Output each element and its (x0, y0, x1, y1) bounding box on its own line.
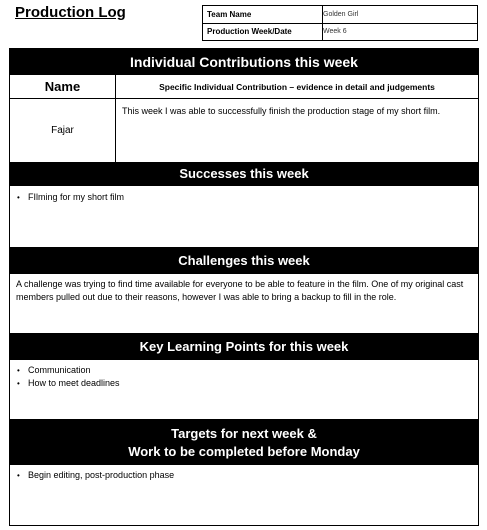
week-value[interactable]: Week 6 (323, 28, 347, 35)
member-name[interactable]: Fajar (10, 99, 116, 185)
successes-section[interactable] (10, 186, 478, 248)
targets-section[interactable] (10, 465, 478, 525)
successes-list (10, 191, 478, 204)
team-name-label: Team Name (203, 6, 323, 23)
challenges-section[interactable] (10, 274, 478, 334)
contributions-heading: Individual Contributions this week (10, 49, 478, 75)
page-title: Production Log (15, 4, 126, 21)
challenges-text: A challenge was trying to find time available for everyone to be able to feature in the film. One of my original cast members pulled out due to their reasons, however I was able to bring a backup to fill in the role. (16, 279, 464, 302)
list-item: • How to meet deadlines (28, 377, 478, 390)
targets-heading (10, 420, 478, 465)
targets-list (10, 469, 478, 482)
list-item: • Communication (28, 364, 478, 377)
learning-heading: Key Learning Points for this week (10, 334, 478, 360)
list-item: • FIlming for my short film (28, 191, 478, 204)
team-name-row (203, 6, 477, 24)
targets-heading-line2: Work to be completed before Monday (128, 444, 360, 459)
week-row (203, 23, 477, 40)
targets-heading-line1: Targets for next week & (171, 426, 317, 441)
team-info-table (202, 5, 478, 41)
learning-list (10, 364, 478, 390)
team-name-value[interactable]: Golden Girl (323, 11, 359, 18)
week-label: Production Week/Date (203, 23, 323, 40)
successes-heading: Successes this week (10, 162, 478, 186)
challenges-heading: Challenges this week (10, 248, 478, 274)
list-item: • Begin editing, post-production phase (28, 469, 478, 482)
name-column-header: Name (10, 75, 116, 99)
contribution-column-header: Specific Individual Contribution – evidence in detail and judgements (116, 75, 478, 99)
contribution-text[interactable]: This week I was able to successfully finish the production stage of my short film. (122, 106, 441, 116)
production-log-form (9, 48, 479, 526)
learning-section[interactable] (10, 360, 478, 420)
